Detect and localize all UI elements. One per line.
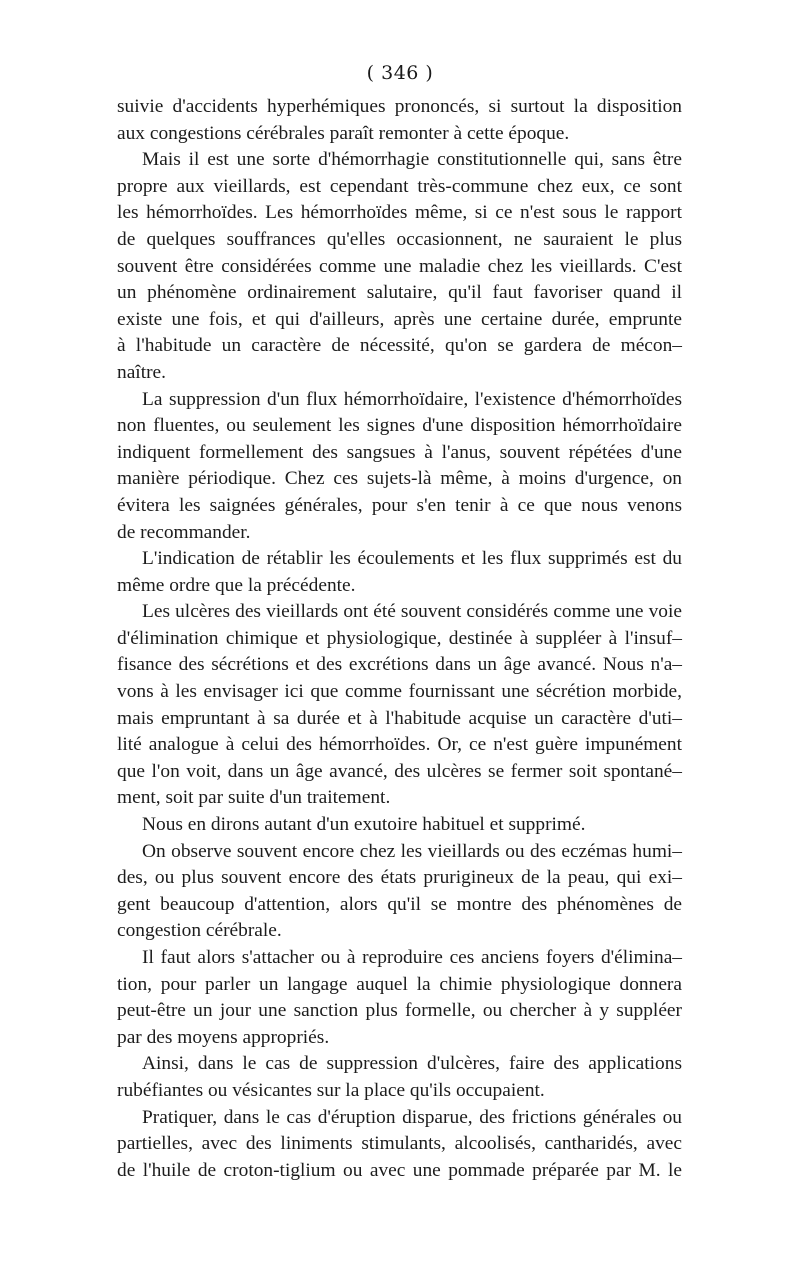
text-line: lité analogue à celui des hémorrhoïdes. Or, ce n'est guère impunément	[117, 734, 682, 756]
paragraph	[117, 94, 682, 147]
text-line: partielles, avec des liniments stimulants, alcoolisés, cantharidés, avec	[117, 1133, 682, 1155]
text-line: Mais il est une sorte d'hémorrhagie constitutionnelle qui, sans être	[142, 149, 682, 171]
text-line: Il faut alors s'attacher ou à reproduire ces anciens foyers d'élimina–	[142, 947, 682, 968]
text-line: existe une fois, et qui d'ailleurs, après une certaine durée, emprunte	[117, 308, 682, 330]
body-text	[117, 94, 682, 1184]
text-line: propre aux vieillards, est cependant très-commune chez eux, ce sont	[117, 175, 682, 197]
text-line: de recommander.	[117, 521, 251, 543]
text-line: par des moyens appropriés.	[117, 1026, 330, 1048]
text-line: manière périodique. Chez ces sujets-là même, à moins d'urgence, on	[117, 468, 682, 490]
text-line: non fluentes, ou seulement les signes d'une disposition hémorrhoïdaire	[117, 415, 682, 437]
paragraph	[117, 812, 682, 839]
text-line: Nous en dirons autant d'un exutoire habituel et supprimé.	[142, 814, 586, 836]
paragraph	[117, 599, 682, 812]
text-line: souvent être considérées comme une maladie chez les vieillards. C'est	[117, 255, 682, 277]
text-line: vons à les envisager ici que comme fournissant une sécrétion morbide,	[117, 681, 682, 703]
text-line: rubéfiantes ou vésicantes sur la place qu'ils occupaient.	[117, 1079, 545, 1101]
text-line: à l'habitude un caractère de nécessité, qu'on se gardera de mécon–	[117, 335, 682, 357]
paragraph	[117, 546, 682, 599]
text-line: fisance des sécrétions et des excrétions dans un âge avancé. Nous n'a–	[117, 654, 682, 676]
text-line: d'élimination chimique et physiologique, destinée à suppléer à l'insuf–	[117, 627, 682, 649]
text-line: des, ou plus souvent encore des états prurigineux de la peau, qui exi–	[117, 867, 682, 889]
text-line: naître.	[117, 361, 166, 383]
text-line: On observe souvent encore chez les vieillards ou des eczémas humi–	[142, 840, 682, 862]
text-line: mais empruntant à sa durée et à l'habitude acquise un caractère d'uti–	[117, 707, 682, 729]
text-line: Ainsi, dans le cas de suppression d'ulcères, faire des applications	[142, 1053, 682, 1075]
paragraph	[117, 147, 682, 386]
text-line: évitera les saignées générales, pour s'en tenir à ce que nous venons	[117, 494, 682, 516]
text-line: L'indication de rétablir les écoulements et les flux supprimés est du	[142, 548, 682, 570]
text-line: aux congestions cérébrales paraît remonter à cette époque.	[117, 122, 570, 144]
text-line: un phénomène ordinairement salutaire, qu'il faut favoriser quand il	[117, 282, 682, 304]
text-line: peut-être un jour une sanction plus formelle, ou chercher à y suppléer	[117, 1000, 682, 1022]
text-line: suivie d'accidents hyperhémiques prononcés, si surtout la disposition	[117, 96, 682, 117]
paragraph	[117, 1105, 682, 1185]
text-line: les hémorrhoïdes. Les hémorrhoïdes même, si ce n'est sous le rapport	[117, 202, 682, 224]
paragraph	[117, 945, 682, 1051]
paragraph	[117, 387, 682, 547]
text-line: que l'on voit, dans un âge avancé, des ulcères se fermer soit spontané–	[117, 760, 682, 782]
text-line: congestion cérébrale.	[117, 920, 282, 942]
text-line: même ordre que la précédente.	[117, 574, 356, 596]
text-line: tion, pour parler un langage auquel la chimie physiologique donnera	[117, 973, 682, 995]
paragraph	[117, 1051, 682, 1104]
text-line: Pratiquer, dans le cas d'éruption disparue, des frictions générales ou	[142, 1106, 682, 1128]
text-line: Les ulcères des vieillards ont été souvent considérés comme une voie	[142, 601, 682, 623]
text-line: de quelques souffrances qu'elles occasionnent, ne sauraient le plus	[117, 228, 682, 250]
text-line: gent beaucoup d'attention, alors qu'il se montre des phénomènes de	[117, 893, 682, 915]
text-line: La suppression d'un flux hémorrhoïdaire, l'existence d'hémorrhoïdes	[142, 388, 682, 410]
text-line: de l'huile de croton-tiglium ou avec une pommade préparée par M. le	[117, 1159, 682, 1181]
text-line: ment, soit par suite d'un traitement.	[117, 787, 391, 809]
paragraph	[117, 839, 682, 945]
text-line: indiquent formellement des sangsues à l'anus, souvent répétées d'une	[117, 441, 682, 463]
page-number: ( 346 )	[366, 62, 434, 84]
